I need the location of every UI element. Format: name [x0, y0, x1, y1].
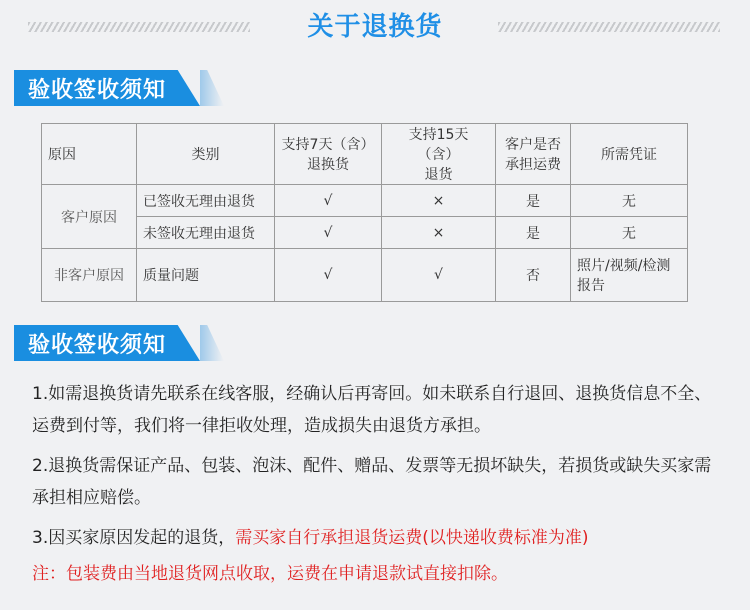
support-7day-cell: √ — [275, 217, 382, 249]
section-banner-2 — [14, 325, 214, 361]
support-7day-cell: √ — [275, 185, 382, 217]
header-freight — [496, 124, 571, 185]
page-title: 关于退换货 — [307, 12, 443, 42]
support-15day-cell: × — [382, 217, 496, 249]
note-item-3-warning: 需买家自行承担退货运费(以快递收费标准为准) — [235, 528, 589, 548]
category-cell: 未签收无理由退货 — [137, 217, 275, 249]
proof-cell: 照片/视频/检测报告 — [571, 249, 688, 302]
freight-cell: 否 — [496, 249, 571, 302]
reason-cell: 非客户原因 — [42, 249, 137, 302]
category-cell: 已签收无理由退货 — [137, 185, 275, 217]
section-banner-shadow — [200, 70, 224, 106]
header-7day-line1: 支持7天（含） — [281, 137, 375, 153]
returns-table — [41, 123, 688, 302]
header-15day — [382, 124, 496, 185]
proof-cell: 无 — [571, 185, 688, 217]
header-15day-line1: 支持15天（含） — [408, 127, 469, 163]
header-proof: 所需凭证 — [571, 124, 688, 185]
support-7day-cell: √ — [275, 249, 382, 302]
notes-list — [32, 378, 722, 598]
section-title: 验收签收须知 — [28, 333, 167, 358]
table-header-row — [42, 124, 688, 185]
header-freight-line1: 客户是否 — [505, 137, 561, 153]
table-row — [42, 185, 688, 217]
note-item-3-text: 3.因买家原因发起的退货， — [32, 528, 236, 548]
support-15day-cell: √ — [382, 249, 496, 302]
reason-cell: 客户原因 — [42, 185, 137, 249]
proof-cell: 无 — [571, 217, 688, 249]
header-reason: 原因 — [42, 124, 137, 185]
note-item-2: 2.退换货需保证产品、包装、泡沫、配件、赠品、发票等无损坏缺失，若损货或缺失买家需承担相应赔偿。 — [32, 456, 712, 508]
header-category: 类别 — [137, 124, 275, 185]
page-header — [0, 6, 750, 46]
table-row — [42, 249, 688, 302]
header-7day — [275, 124, 382, 185]
section-title: 验收签收须知 — [28, 78, 167, 103]
packaging-fee-note: 注：包装费由当地退货网点收取，运费在申请退款试直接扣除。 — [32, 564, 508, 584]
section-banner-1 — [14, 70, 214, 106]
support-15day-cell: × — [382, 185, 496, 217]
hatch-decoration-right — [498, 22, 720, 32]
hatch-decoration-left — [28, 22, 250, 32]
note-item-1: 1.如需退换货请先联系在线客服，经确认后再寄回。如未联系自行退回、退换货信息不全、运费到付等，我们将一律拒收处理，造成损失由退货方承担。 — [32, 384, 712, 436]
header-freight-line2: 承担运费 — [505, 157, 561, 173]
note-item-3 — [32, 522, 722, 554]
category-cell: 质量问题 — [137, 249, 275, 302]
freight-cell: 是 — [496, 217, 571, 249]
section-banner-shadow — [200, 325, 224, 361]
header-7day-line2: 退换货 — [307, 157, 349, 173]
header-15day-line2: 退货 — [424, 167, 453, 183]
freight-cell: 是 — [496, 185, 571, 217]
table-row — [42, 217, 688, 249]
